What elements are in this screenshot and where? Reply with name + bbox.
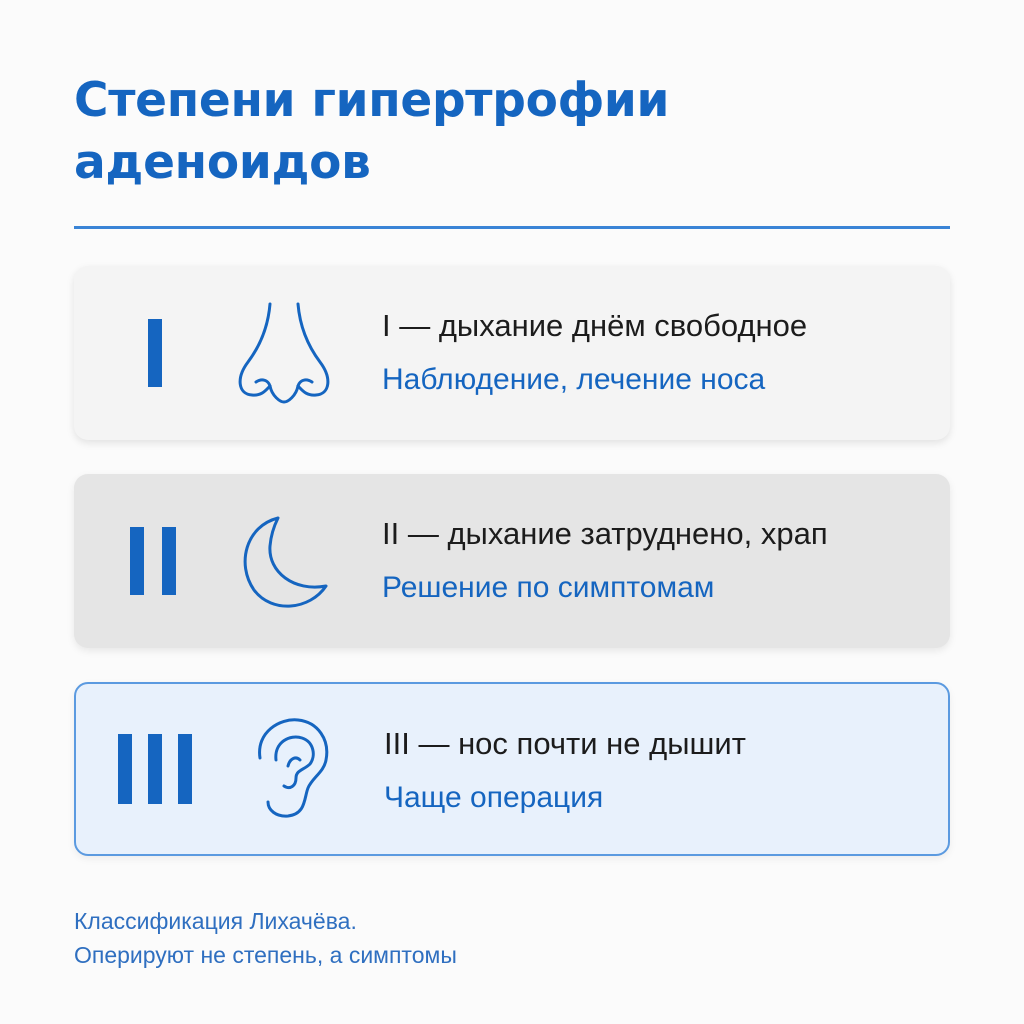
page-title xyxy=(74,70,954,194)
numeral-bar xyxy=(118,734,132,804)
nose-icon xyxy=(234,298,334,408)
grade-card-1 xyxy=(74,266,950,440)
grade-description-2: II — дыхание затруднено, храп xyxy=(382,516,828,551)
numeral-bar xyxy=(148,734,162,804)
page-title-line-2: аденоидов xyxy=(74,135,371,190)
numeral-bar xyxy=(130,527,144,595)
grade-text-1 xyxy=(382,306,940,400)
grade-numeral-2 xyxy=(130,527,176,595)
grade-description-1: I — дыхание днём свободное xyxy=(382,308,808,343)
grade-card-2 xyxy=(74,474,950,648)
footnote xyxy=(74,904,457,972)
footnote-line-1: Классификация Лихачёва. xyxy=(74,908,357,934)
page-title-line-1: Степени гипертрофии xyxy=(74,73,670,128)
grade-description-3: III — нос почти не дышит xyxy=(384,726,746,761)
numeral-bar xyxy=(148,319,162,387)
grade-recommendation-3: Чаще операция xyxy=(384,781,604,814)
grade-text-2 xyxy=(382,514,940,608)
grade-numeral-3 xyxy=(118,734,192,804)
ear-icon xyxy=(246,714,336,824)
footnote-line-2: Оперируют не степень, а симптомы xyxy=(74,942,457,968)
grade-numeral-1 xyxy=(148,319,162,387)
grade-recommendation-1: Наблюдение, лечение носа xyxy=(382,363,766,396)
title-divider xyxy=(74,226,950,229)
grade-recommendation-2: Решение по симптомам xyxy=(382,571,715,604)
numeral-bar xyxy=(178,734,192,804)
grade-text-3 xyxy=(384,724,938,818)
grade-card-3 xyxy=(74,682,950,856)
moon-icon xyxy=(232,506,332,616)
numeral-bar xyxy=(162,527,176,595)
